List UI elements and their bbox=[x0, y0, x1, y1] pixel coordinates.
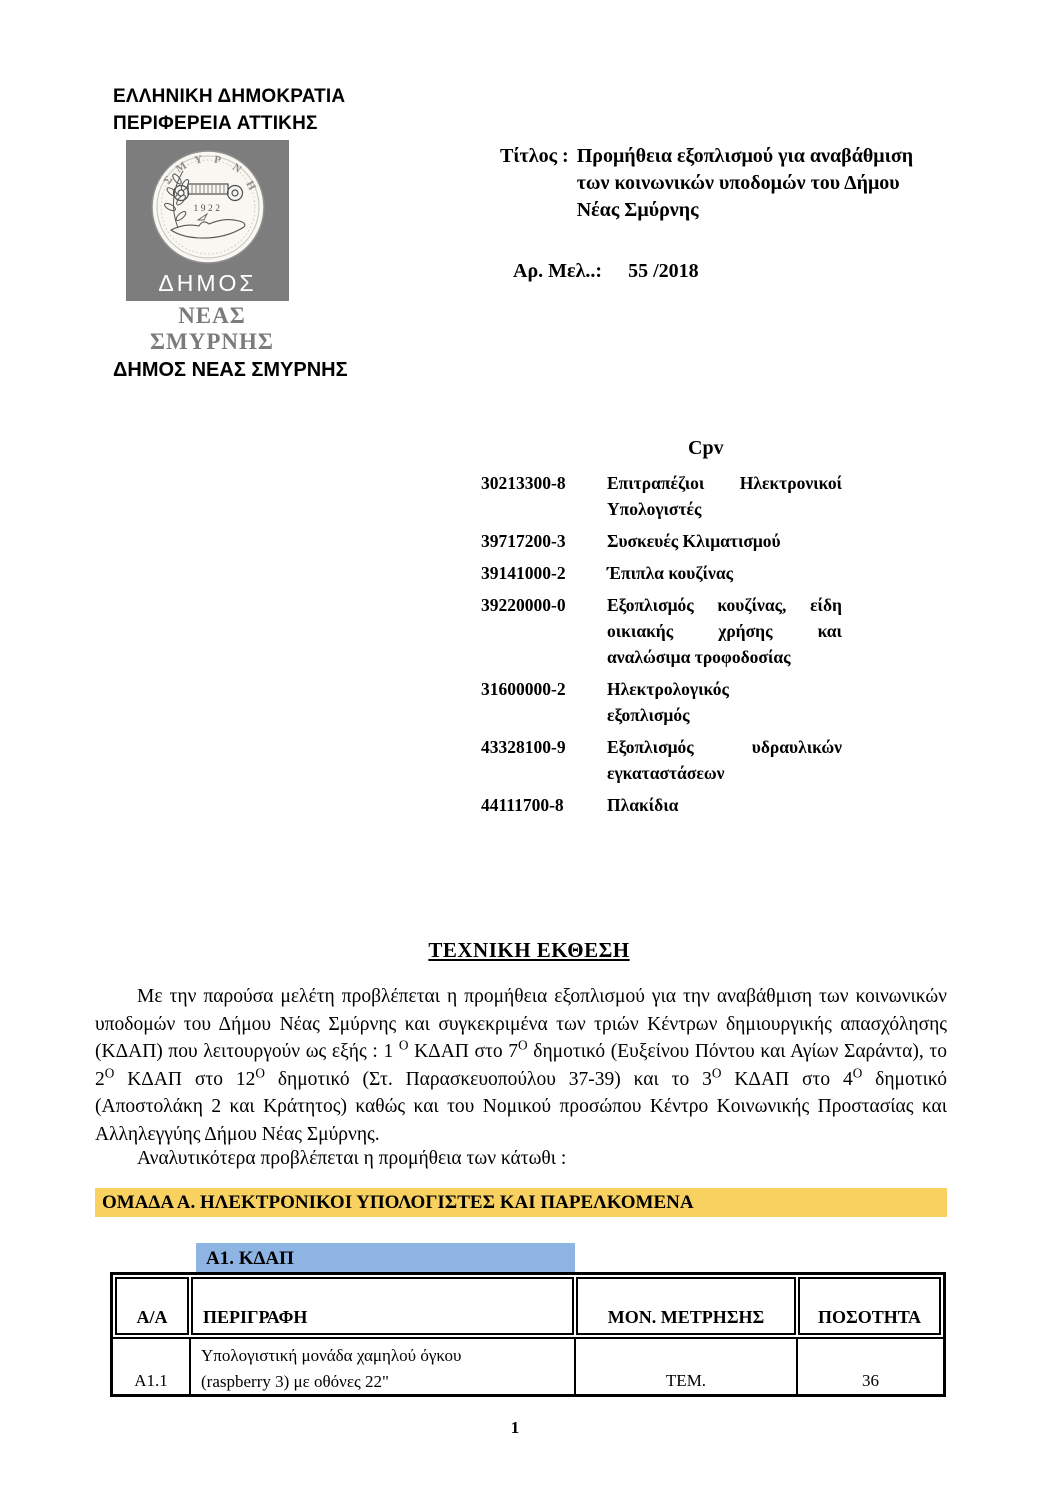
seal-year: 1922 bbox=[193, 204, 223, 214]
col-header-description: ΠΕΡΙΓΡΑΦΗ bbox=[191, 1277, 574, 1335]
cpv-item bbox=[481, 528, 851, 554]
cpv-description: Εξοπλισμός υδραυλικών εγκαταστάσεων bbox=[607, 737, 842, 783]
subgroup-a1-band: Α1. ΚΔΑΠ bbox=[196, 1243, 575, 1273]
municipal-seal-icon bbox=[143, 144, 273, 274]
title-label: Τίτλος : bbox=[500, 145, 569, 167]
cpv-item bbox=[481, 592, 851, 670]
cpv-code: 44111700-8 bbox=[481, 795, 564, 815]
seal-letter: Σ bbox=[161, 173, 176, 187]
cpv-description: Εξοπλισμός κουζίνας, είδη οικιακής χρήσης και αναλώσιμα τροφοδοσίας bbox=[607, 595, 842, 667]
municipality-logo bbox=[126, 140, 289, 301]
seal-letter: Ρ bbox=[213, 153, 223, 167]
col-header-quantity: ΠΟΣΟΤΗΤΑ bbox=[798, 1277, 941, 1335]
cpv-description: Έπιπλα κουζίνας bbox=[607, 563, 733, 583]
section-heading bbox=[0, 938, 1058, 963]
logo-label-below: ΝΕΑΣ ΣΜΥΡΝΗΣ bbox=[150, 303, 274, 354]
seal-letter: Υ bbox=[193, 153, 204, 167]
seal-letter: Η bbox=[243, 178, 258, 193]
cpv-description: Συσκευές Κλιματισμού bbox=[607, 531, 781, 551]
items-table bbox=[110, 1272, 946, 1397]
cell-id: Α1.1 bbox=[134, 1371, 168, 1390]
seal-letter: Ν bbox=[230, 161, 244, 176]
cell-description-text: Υπολογιστική μονάδα χαμηλού όγκου (raspberry 3) με οθόνες 22" bbox=[201, 1346, 462, 1391]
cpv-code: 43328100-9 bbox=[481, 737, 566, 757]
title-line: των κοινωνικών υποδομών του Δήμου bbox=[576, 172, 900, 194]
cpv-list bbox=[481, 470, 851, 824]
title-block bbox=[500, 143, 970, 224]
cell-quantity: 36 bbox=[796, 1339, 943, 1394]
study-number-line bbox=[513, 260, 699, 283]
gov-header-line1: ΕΛΛΗΝΙΚΗ ΔΗΜΟΚΡΑΤΙΑ bbox=[113, 86, 346, 107]
page-number: 1 bbox=[510, 1418, 520, 1437]
cpv-item bbox=[481, 676, 851, 728]
table-header-row bbox=[113, 1275, 943, 1335]
col-header-id: Α/Α bbox=[115, 1277, 189, 1335]
cpv-description: Πλακίδια bbox=[607, 795, 679, 815]
section-heading-text: ΤΕΧΝΙΚΗ ΕΚΘΕΣΗ bbox=[428, 938, 630, 962]
cell-unit: ΤΕΜ. bbox=[574, 1339, 796, 1394]
title-line: Προμήθεια εξοπλισμού για αναβάθμιση bbox=[576, 145, 914, 167]
cpv-item bbox=[481, 560, 851, 586]
seal-letter: Μ bbox=[173, 159, 189, 176]
report-followup: Αναλυτικότερα προβλέπεται η προμήθεια των κάτωθι : bbox=[137, 1148, 567, 1169]
study-number-value: 55 /2018 bbox=[628, 260, 699, 282]
cpv-item bbox=[481, 470, 851, 522]
cpv-description: Επιτραπέζιοι Ηλεκτρονικοί Υπολογιστές bbox=[607, 473, 842, 519]
table-row bbox=[113, 1337, 943, 1394]
logo-label-inside: ΔΗΜΟΣ bbox=[158, 270, 257, 296]
title-line: Νέας Σμύρνης bbox=[576, 199, 699, 221]
cell-description bbox=[189, 1339, 574, 1394]
group-a-band: ΟΜΑΔΑ Α. ΗΛΕΚΤΡΟΝΙΚΟΙ ΥΠΟΛΟΓΙΣΤΕΣ ΚΑΙ ΠΑΡΕΛΚΟΜΕΝΑ bbox=[95, 1188, 947, 1217]
cpv-code: 39141000-2 bbox=[481, 563, 566, 583]
cpv-item bbox=[481, 792, 851, 818]
col-header-unit: ΜΟΝ. ΜΕΤΡΗΣΗΣ bbox=[576, 1277, 796, 1335]
municipality-name: ΔΗΜΟΣ ΝΕΑΣ ΣΜΥΡΝΗΣ bbox=[113, 359, 348, 381]
report-paragraph: Με την παρούσα μελέτη προβλέπεται η προμήθεια εξοπλισμού για την αναβάθμιση των κοινωνικών υποδομών του Δήμου Νέας Σμύρνης και συγκεκριμένα των τριών Κέντρων δημιουργικής απασχόλησης (ΚΔΑΠ) που λειτουργούν ως εξής : 1 $^O$ ΚΔΑΠ στο $7^O$ δημοτικό (Ευξείνου Πόντου και Αγίων Σαράντα), το $2^O$ ΚΔΑΠ στο $12^O$ δημοτικό (Στ. Παρασκευοπούλου 37-39) και το $3^O$ ΚΔΑΠ στο $4^O$ δημοτικό (Αποστολάκη 2 και Κράτητος) καθώς και του Νομικού προσώπου Κέντρο Κοινωνικής Προστασίας και Αλληλεγγύης Δήμου Νέας Σμύρνης. bbox=[95, 986, 947, 1145]
cpv-code: 39220000-0 bbox=[481, 595, 566, 615]
gov-header-line2: ΠΕΡΙΦΕΡΕΙΑ ΑΤΤΙΚΗΣ bbox=[113, 113, 318, 134]
cpv-code: 39717200-3 bbox=[481, 531, 566, 551]
cpv-item bbox=[481, 734, 851, 786]
study-number-label: Αρ. Μελ..: bbox=[513, 260, 603, 282]
cpv-heading: Cpv bbox=[688, 437, 724, 459]
cpv-code: 31600000-2 bbox=[481, 679, 566, 699]
cpv-description: Ηλεκτρολογικός εξοπλισμός bbox=[607, 679, 729, 725]
cpv-code: 30213300-8 bbox=[481, 473, 566, 493]
